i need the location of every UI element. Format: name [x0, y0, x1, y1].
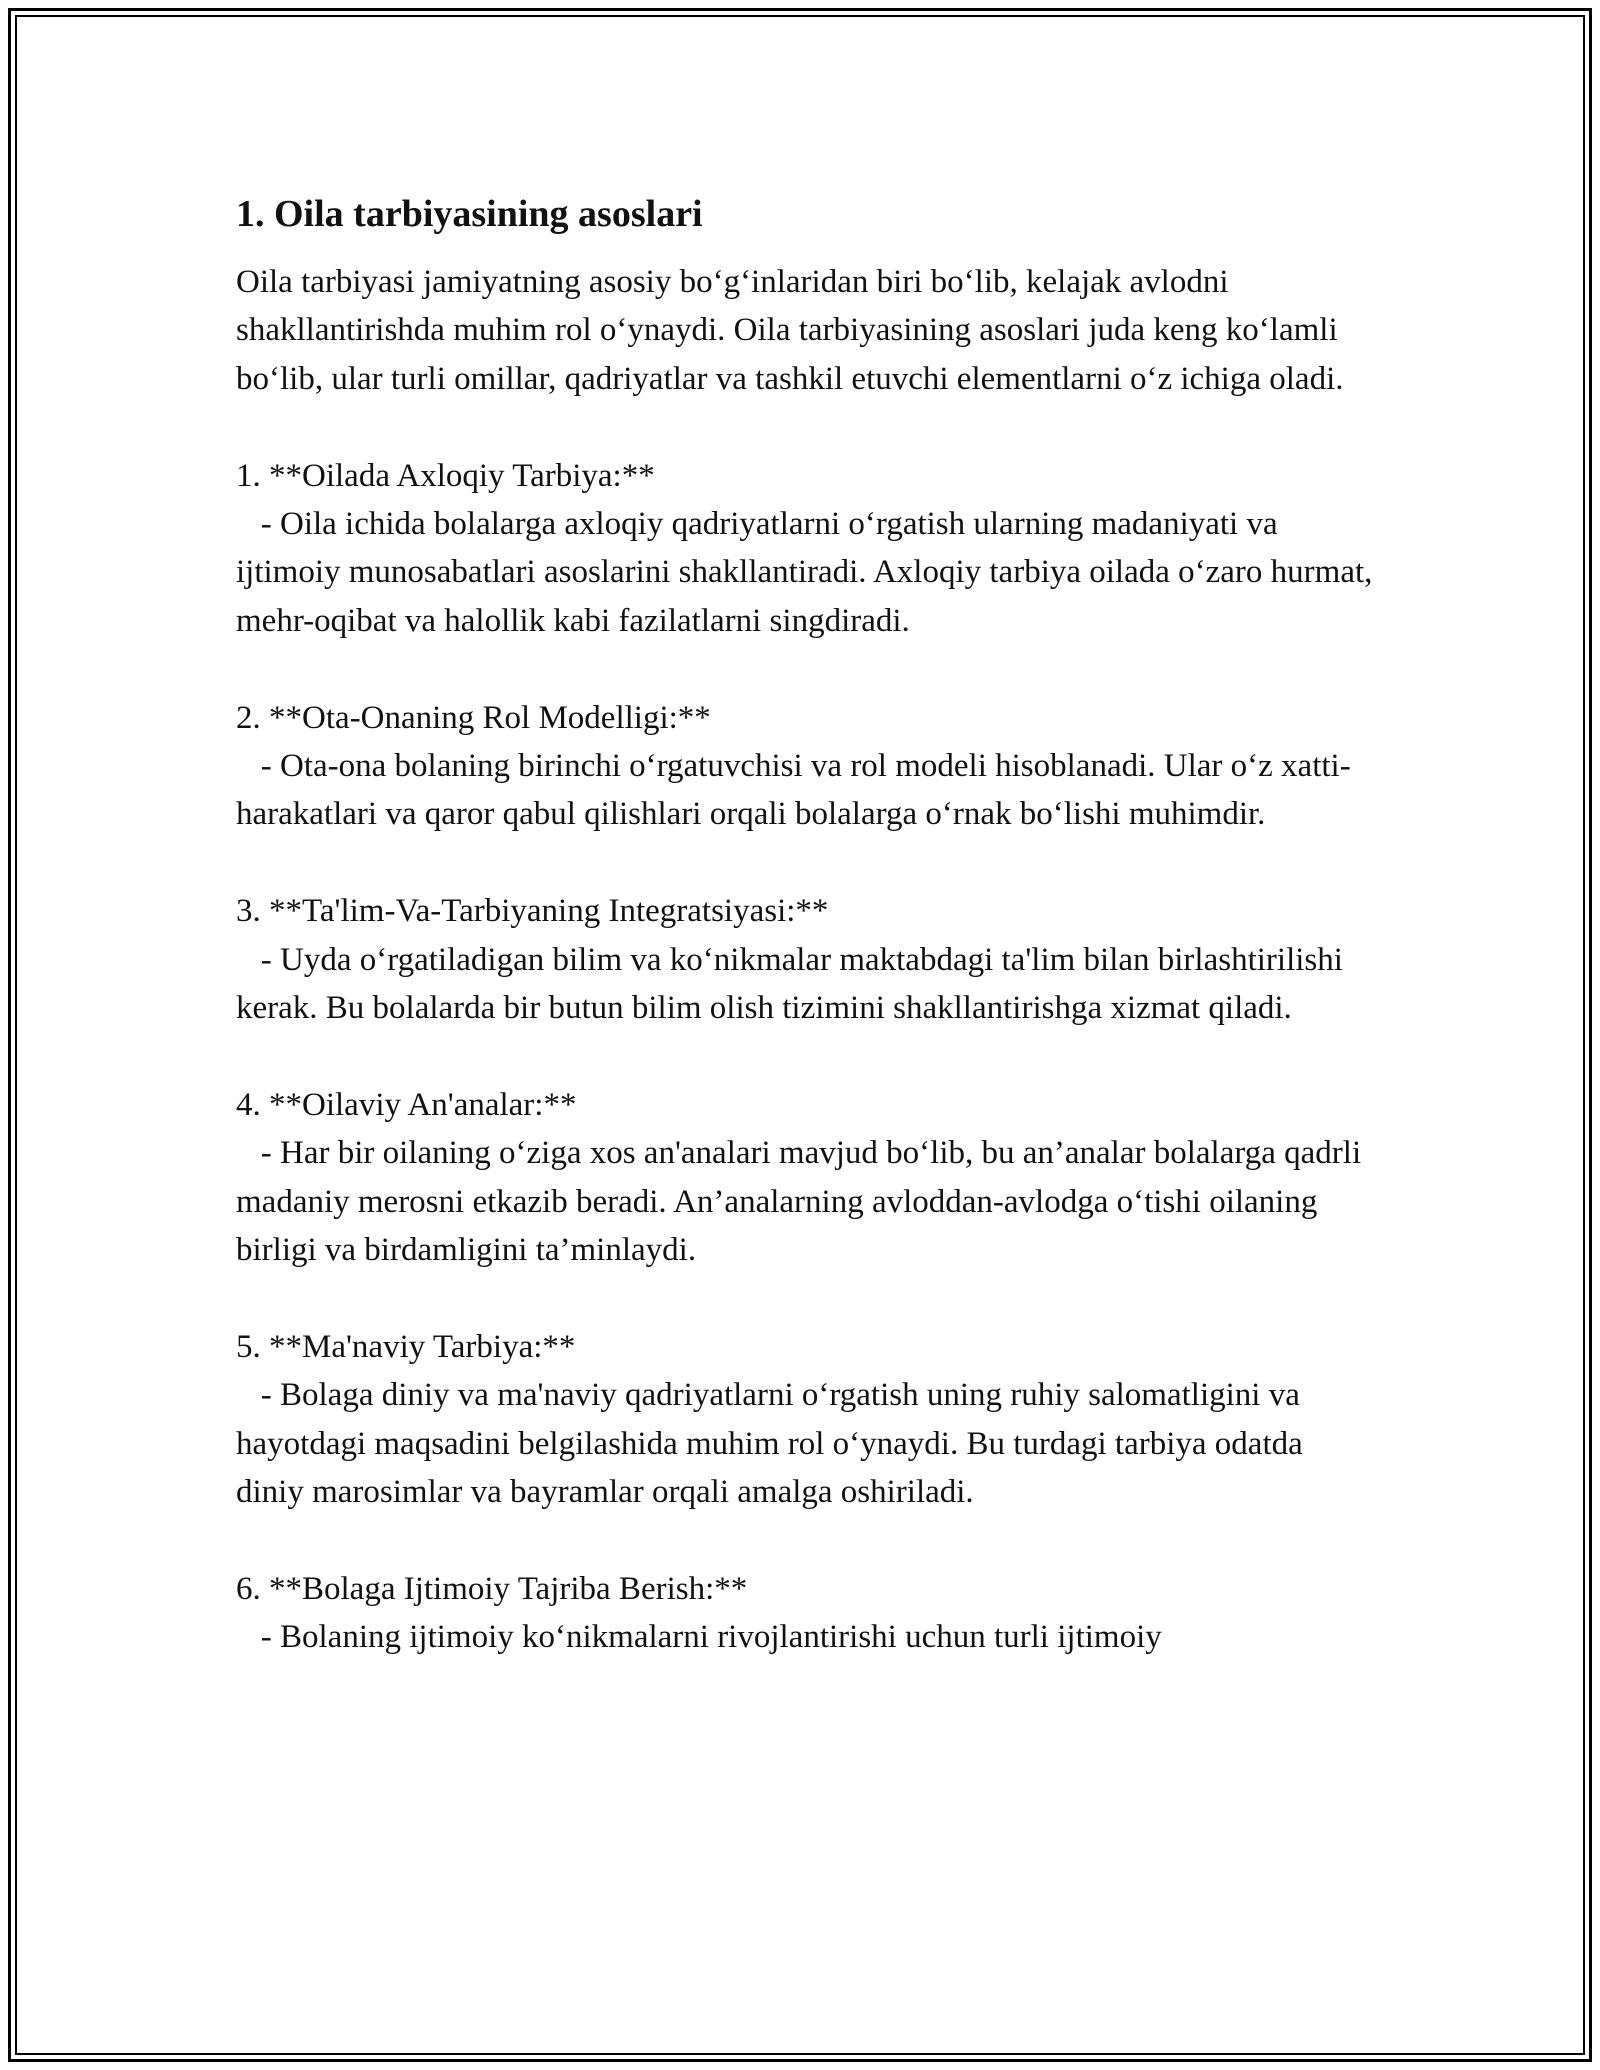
section-body: - Oila ichida bolalarga axloqiy qadriyatlarni o‘rgatish ularning madaniyati va ijtimoiy munosabatlari asoslarini shakllantiradi. Axloqiy tarbiya oilada o‘zaro hurmat, mehr-oqibat va halollik kabi fazilatlarni singdiradi. — [236, 506, 1381, 639]
section-title: 1. **Oilada Axloqiy Tarbiya:** — [236, 457, 655, 494]
section-title: 2. **Ota-Onaning Rol Modelligi:** — [236, 699, 711, 736]
section-title: 5. **Ma'naviy Tarbiya:** — [236, 1328, 576, 1365]
section-3 — [236, 887, 1376, 1032]
section-body: - Uyda o‘rgatiladigan bilim va ko‘nikmalar maktabdagi ta'lim bilan birlashtirilishi kerak. Bu bolalarda bir butun bilim olish tizimini shakllantirishga xizmat qiladi. — [236, 941, 1352, 1027]
section-5 — [236, 1323, 1376, 1517]
section-2 — [236, 694, 1376, 839]
section-title: 4. **Oilaviy An'analar:** — [236, 1086, 577, 1123]
document-content — [236, 186, 1381, 1662]
section-body: - Bolaga diniy va ma'naviy qadriyatlarni o‘rgatish uning ruhiy salomatligini va hayotdagi maqsadini belgilashida muhim rol o‘ynaydi. Bu turdagi tarbiya odatda diniy marosimlar va bayramlar orqali amalga oshiriladi. — [236, 1377, 1312, 1511]
section-title: 3. **Ta'lim-Va-Tarbiyaning Integratsiyasi:** — [236, 893, 829, 930]
section-body: - Har bir oilaning o‘ziga xos an'analari mavjud bo‘lib, bu an’analar bolalarga qadrli madaniy merosni etkazib beradi. An’analarning avloddan-avlodga o‘tishi oilaning birligi va birdamligini ta’minlaydi. — [236, 1135, 1370, 1269]
section-body: - Ota-ona bolaning birinchi o‘rgatuvchisi va rol modeli hisoblanadi. Ular o‘z xatti-harakatlari va qaror qabul qilishlari orqali bolalarga o‘rnak bo‘lishi muhimdir. — [236, 748, 1351, 833]
intro-paragraph: Oila tarbiyasi jamiyatning asosiy bo‘g‘inlaridan biri bo‘lib, kelajak avlodni shakllantirishda muhim rol o‘ynaydi. Oila tarbiyasining asoslari juda keng ko‘lamli bo‘lib, ular turli omillar, qadriyatlar va tashkil etuvchi elementlarni o‘z ichiga oladi. — [236, 264, 1346, 397]
section-6 — [236, 1565, 1376, 1662]
section-4 — [236, 1081, 1376, 1275]
section-1 — [236, 452, 1381, 646]
section-body: - Bolaning ijtimoiy ko‘nikmalarni rivojlantirishi uchun turli ijtimoiy — [236, 1619, 1162, 1656]
section-title: 6. **Bolaga Ijtimoiy Tajriba Berish:** — [236, 1570, 748, 1607]
document-heading: 1. Oila tarbiyasining asoslari — [236, 193, 703, 235]
